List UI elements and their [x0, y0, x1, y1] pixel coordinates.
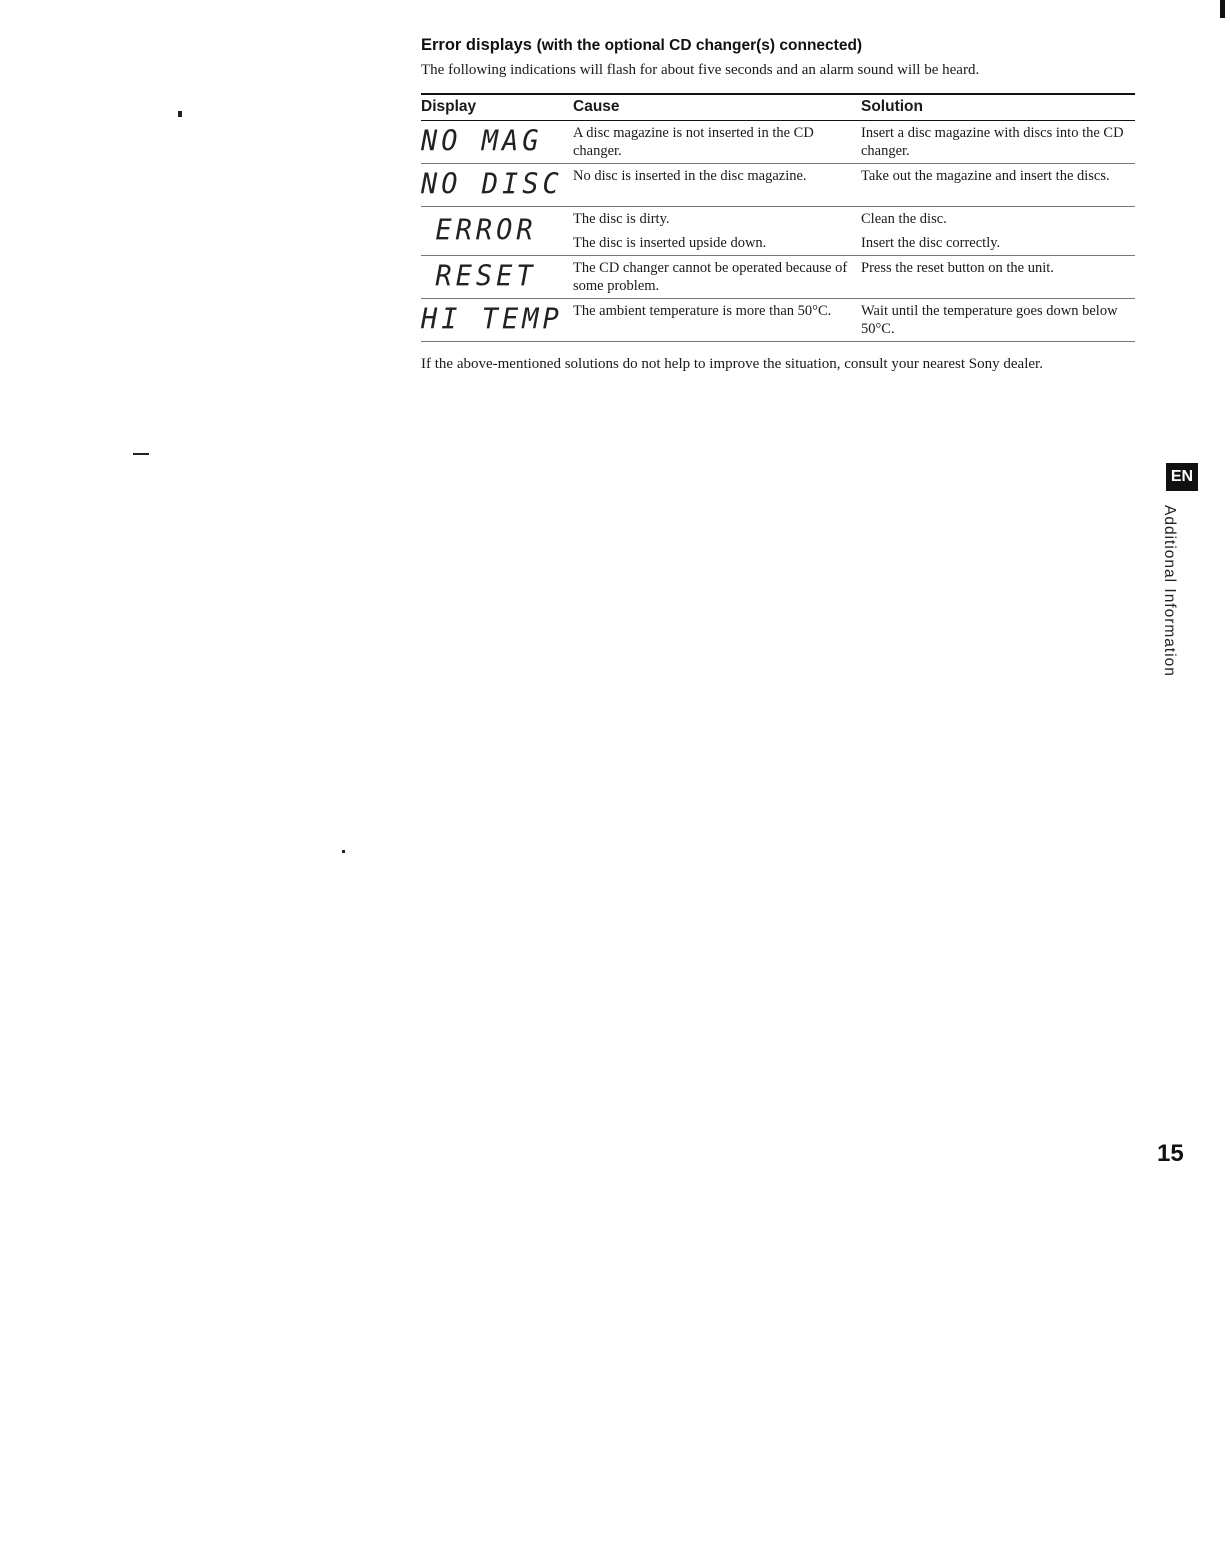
section-heading: [421, 34, 1135, 57]
header-solution: Solution: [861, 94, 1135, 121]
scan-speck: [178, 111, 182, 117]
page-number: 15: [1157, 1140, 1184, 1167]
cause-cell: The disc is inserted upside down.: [573, 231, 861, 256]
table-row: [421, 121, 1135, 164]
cause-cell: The ambient temperature is more than 50°C.: [573, 299, 861, 342]
solution-cell: Insert a disc magazine with discs into the CD changer.: [861, 121, 1135, 164]
display-cell: [421, 299, 573, 342]
lcd-message: NO DISC: [421, 168, 563, 201]
intro-text: The following indications will flash for about five seconds and an alarm sound will be heard.: [421, 62, 980, 78]
heading-title: Error displays: [421, 36, 532, 54]
solution-cell: Insert the disc correctly.: [861, 231, 1135, 256]
lcd-message: RESET: [435, 260, 537, 293]
language-tab: [1166, 463, 1202, 491]
table-header-row: [421, 94, 1135, 121]
scan-speck: [133, 453, 149, 455]
cause-cell: A disc magazine is not inserted in the CD changer.: [573, 121, 861, 164]
header-display: Display: [421, 94, 573, 121]
language-badge: EN: [1166, 463, 1198, 491]
solution-cell: Take out the magazine and insert the discs.: [861, 164, 1135, 207]
error-displays-section: [421, 34, 1135, 373]
solution-cell: Press the reset button on the unit.: [861, 256, 1135, 299]
solution-cell: Clean the disc.: [861, 211, 947, 227]
header-cause: Cause: [573, 94, 861, 121]
section-side-label: Additional Information: [1161, 505, 1178, 677]
lcd-message: NO MAG: [421, 125, 543, 158]
display-cell: [421, 256, 573, 299]
table-row: [421, 207, 1135, 232]
cause-cell: The CD changer cannot be operated because of some problem.: [573, 256, 861, 299]
heading-subtitle: (with the optional CD changer(s) connected): [536, 37, 863, 54]
lcd-message: ERROR: [435, 214, 537, 247]
scan-speck: [342, 850, 345, 853]
cause-cell: No disc is inserted in the disc magazine.: [573, 164, 861, 207]
display-cell: [421, 164, 573, 207]
display-cell: [421, 121, 573, 164]
cause-cell: The disc is dirty.: [573, 211, 670, 227]
lcd-message: HI TEMP: [421, 303, 563, 336]
footer-note: If the above-mentioned solutions do not help to improve the situation, consult your nearest Sony dealer.: [421, 356, 1043, 372]
table-row: [421, 164, 1135, 207]
table-row: [421, 299, 1135, 342]
error-table: [421, 93, 1135, 342]
page-edge-mark: [1220, 0, 1225, 18]
table-row: [421, 256, 1135, 299]
display-cell: [421, 207, 573, 256]
solution-cell: Wait until the temperature goes down below 50°C.: [861, 299, 1135, 342]
